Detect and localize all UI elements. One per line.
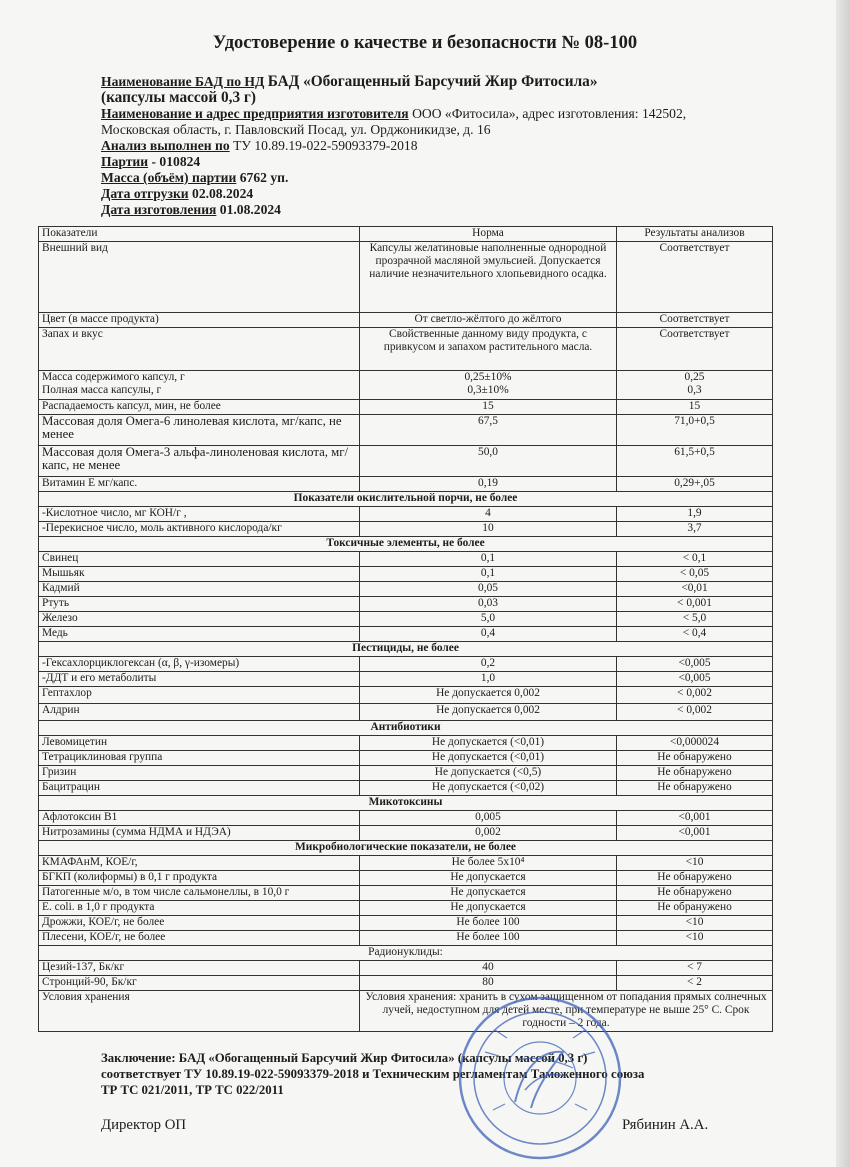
norm-cell: Капсулы желатиновые наполненные однородной прозрачной масляной эмульсией. Допускается наличие незначительного хлопьевидного осадка.	[360, 242, 617, 313]
table-row	[39, 811, 773, 826]
norm-cell: 0,03	[360, 597, 617, 612]
mass-label: Масса (объём) партии	[101, 170, 237, 185]
section-header: Антибиотики	[39, 721, 773, 736]
indicator-cell: Афлотоксин В1	[39, 811, 360, 826]
norm-cell: 5,0	[360, 612, 617, 627]
result-cell: <10	[617, 916, 773, 931]
analysis-line	[101, 138, 741, 154]
indicator-cell: Гризин	[39, 766, 360, 781]
batch-label: Партии	[101, 154, 149, 169]
indicator-cell: Бацитрацин	[39, 781, 360, 796]
table-row	[39, 871, 773, 886]
result-cell: <10	[617, 931, 773, 946]
made-date-label: Дата изготовления	[101, 202, 217, 217]
table-row	[39, 916, 773, 931]
norm-cell-mass	[360, 371, 617, 400]
table-row	[39, 313, 773, 328]
result-cell: < 0,05	[617, 567, 773, 582]
made-date-line	[101, 202, 741, 218]
indicator-cell: Железо	[39, 612, 360, 627]
table-row	[39, 415, 773, 446]
table-row	[39, 766, 773, 781]
analysis-label: Анализ выполнен по	[101, 138, 230, 153]
result-line-2: 0,3	[687, 384, 702, 396]
section-header-row	[39, 721, 773, 736]
product-name-line	[101, 74, 741, 90]
batch-value: - 010824	[151, 154, 201, 169]
section-header: Пестициды, не более	[39, 642, 773, 657]
result-cell: < 0,002	[617, 687, 773, 704]
result-cell-mass	[617, 371, 773, 400]
result-cell: Не обранужено	[617, 901, 773, 916]
conclusion-line3: ТР ТС 021/2011, ТР ТС 022/2011	[101, 1083, 284, 1097]
section-header-row	[39, 642, 773, 657]
table-row	[39, 597, 773, 612]
indicator-cell: Патогенные м/о, в том числе сальмонеллы, в 10,0 г	[39, 886, 360, 901]
result-cell: 15	[617, 400, 773, 415]
document-header	[101, 74, 741, 218]
maker-label: Наименование и адрес предприятия изготовителя	[101, 106, 409, 121]
norm-cell: Не допускается	[360, 901, 617, 916]
norm-cell: 0,4	[360, 627, 617, 642]
table-row	[39, 781, 773, 796]
header-indicator: Показатели	[39, 227, 360, 242]
section-header: Показатели окислительной порчи, не более	[39, 492, 773, 507]
indicator-cell: Левомицетин	[39, 736, 360, 751]
table-row	[39, 552, 773, 567]
conclusion	[101, 1050, 761, 1098]
table-row	[39, 582, 773, 597]
norm-cell: Не допускается	[360, 871, 617, 886]
result-cell: Соответствует	[617, 328, 773, 371]
norm-cell: Не более 100	[360, 931, 617, 946]
norm-cell: 40	[360, 961, 617, 976]
table-row	[39, 627, 773, 642]
norm-cell: Свойственные данному виду продукта, с привкусом и запахом растительного масла.	[360, 328, 617, 371]
norm-cell: Не допускается	[360, 886, 617, 901]
indicator-cell: Запах и вкус	[39, 328, 360, 371]
indicator-cell: Ртуть	[39, 597, 360, 612]
product-name-value2: (капсулы массой 0,3 г)	[101, 89, 256, 106]
table-row	[39, 507, 773, 522]
result-line-1: 0,25	[684, 371, 705, 383]
result-cell: Не обнаружено	[617, 781, 773, 796]
table-row	[39, 242, 773, 313]
result-cell: <0,005	[617, 672, 773, 687]
maker-value2: Московская область, г. Павловский Посад, ул. Орджоникидзе, д. 16	[101, 122, 491, 137]
header-result: Результаты анализов	[617, 227, 773, 242]
page-edge	[836, 0, 850, 1167]
indicator-cell: Стронций-90, Бк/кг	[39, 976, 360, 991]
norm-cell: Не допускается (<0,01)	[360, 751, 617, 766]
table-row	[39, 751, 773, 766]
indicator-cell: КМАФАнМ, КОЕ/г,	[39, 856, 360, 871]
norm-cell: 80	[360, 976, 617, 991]
signatory-name: Рябинин А.А.	[622, 1117, 709, 1133]
signatory-position: Директор ОП	[101, 1117, 187, 1133]
norm-cell: 0,1	[360, 552, 617, 567]
norm-cell: 0,1	[360, 567, 617, 582]
table-row	[39, 901, 773, 916]
table-row-mass	[39, 371, 773, 400]
norm-cell: 67,5	[360, 415, 617, 446]
mass-line	[101, 170, 741, 186]
indicator-line-1: Масса содержимого капсул, г	[42, 371, 185, 383]
table-row	[39, 736, 773, 751]
result-cell: 71,0+0,5	[617, 415, 773, 446]
result-cell: <0,001	[617, 826, 773, 841]
round-seal-stamp	[455, 990, 625, 1167]
norm-cell: Не допускается 0,002	[360, 687, 617, 704]
result-cell: <0,01	[617, 582, 773, 597]
table-row	[39, 931, 773, 946]
norm-cell: 0,2	[360, 657, 617, 672]
table-header-row	[39, 227, 773, 242]
norm-cell: 0,19	[360, 477, 617, 492]
section-header-row	[39, 492, 773, 507]
header-norm: Норма	[360, 227, 617, 242]
maker-value1: ООО «Фитосила», адрес изготовления: 142502,	[412, 106, 687, 121]
analysis-value: ТУ 10.89.19-022-59093379-2018	[233, 138, 418, 153]
result-cell: < 0,1	[617, 552, 773, 567]
section-header: Радионуклиды:	[39, 946, 773, 961]
indicator-cell: -Перекисное число, моль активного кислорода/кг	[39, 522, 360, 537]
result-cell: Не обнаружено	[617, 886, 773, 901]
ship-date-line	[101, 186, 741, 202]
table-row	[39, 328, 773, 371]
norm-cell: 0,005	[360, 811, 617, 826]
indicator-cell: -ДДТ и его метаболиты	[39, 672, 360, 687]
ship-date-value: 02.08.2024	[192, 186, 254, 201]
indicator-line-2: Полная масса капсулы, г	[42, 384, 162, 396]
table-row	[39, 961, 773, 976]
norm-cell: Не более 5х10⁴	[360, 856, 617, 871]
norm-cell: 4	[360, 507, 617, 522]
indicator-cell: Гептахлор	[39, 687, 360, 704]
quality-table-body	[39, 227, 773, 1032]
result-cell: 3,7	[617, 522, 773, 537]
table-row	[39, 612, 773, 627]
norm-cell: Не более 100	[360, 916, 617, 931]
result-cell: Соответствует	[617, 313, 773, 328]
indicator-cell: Внешний вид	[39, 242, 360, 313]
table-row	[39, 672, 773, 687]
indicator-cell: Нитрозамины (сумма НДМА и НДЭА)	[39, 826, 360, 841]
indicator-cell-storage: Условия хранения	[39, 991, 360, 1032]
result-cell: 0,29+,05	[617, 477, 773, 492]
norm-line-1: 0,25±10%	[464, 371, 512, 383]
table-row	[39, 477, 773, 492]
table-row	[39, 886, 773, 901]
section-header: Токсичные элементы, не более	[39, 537, 773, 552]
mass-value: 6762 уп.	[239, 170, 289, 185]
indicator-cell: Распадаемость капсул, мин, не более	[39, 400, 360, 415]
table-row	[39, 976, 773, 991]
result-cell: Не обнаружено	[617, 871, 773, 886]
section-header-row	[39, 946, 773, 961]
result-cell: < 2	[617, 976, 773, 991]
result-cell: 61,5+0,5	[617, 446, 773, 477]
quality-table	[38, 226, 773, 1032]
result-cell: < 5,0	[617, 612, 773, 627]
norm-cell: 10	[360, 522, 617, 537]
indicator-cell: Витамин Е мг/капс.	[39, 477, 360, 492]
table-row	[39, 657, 773, 672]
norm-cell: 0,002	[360, 826, 617, 841]
table-row	[39, 704, 773, 721]
section-header-row	[39, 537, 773, 552]
result-cell: 1,9	[617, 507, 773, 522]
indicator-cell: -Гексахлорциклогексан (α, β, γ-изомеры)	[39, 657, 360, 672]
norm-cell: 15	[360, 400, 617, 415]
result-cell: Не обнаружено	[617, 766, 773, 781]
table-row	[39, 522, 773, 537]
result-cell: < 0,002	[617, 704, 773, 721]
section-header-row	[39, 841, 773, 856]
conclusion-line1: Заключение: БАД «Обогащенный Барсучий Жир Фитосила» (капсулы массой 0,3 г)	[101, 1051, 588, 1065]
table-row	[39, 567, 773, 582]
section-header-row	[39, 796, 773, 811]
indicator-cell: -Кислотное число, мг КОН/г ,	[39, 507, 360, 522]
indicator-cell-mass	[39, 371, 360, 400]
result-cell: <10	[617, 856, 773, 871]
norm-cell: Не допускается 0,002	[360, 704, 617, 721]
made-date-value: 01.08.2024	[219, 202, 281, 217]
document-title: Удостоверение о качестве и безопасности № 08-100	[212, 33, 638, 53]
indicator-cell: Медь	[39, 627, 360, 642]
table-row	[39, 687, 773, 704]
batch-line	[101, 154, 741, 170]
section-header: Микотоксины	[39, 796, 773, 811]
indicator-cell: Массовая доля Омега-3 альфа-линоленовая кислота, мг/капс, не менее	[39, 446, 360, 477]
indicator-cell: Мышьяк	[39, 567, 360, 582]
indicator-cell: Дрожжи, КОЕ/г, не более	[39, 916, 360, 931]
indicator-cell: Массовая доля Омега-6 линолевая кислота, мг/капс, не менее	[39, 415, 360, 446]
result-cell: <0,001	[617, 811, 773, 826]
indicator-cell: Кадмий	[39, 582, 360, 597]
indicator-cell: E. coli. в 1,0 г продукта	[39, 901, 360, 916]
norm-cell: Не допускается (<0,01)	[360, 736, 617, 751]
section-header: Микробиологические показатели, не более	[39, 841, 773, 856]
storage-conditions: Условия хранения: хранить в сухом защищенном от попадания прямых солнечных лучей, недоступном для детей месте, при температуре не выше 25° С. Срок годности – 2 года.	[360, 991, 773, 1032]
result-cell: Не обнаружено	[617, 751, 773, 766]
table-row	[39, 446, 773, 477]
norm-cell: 0,05	[360, 582, 617, 597]
indicator-cell: Алдрин	[39, 704, 360, 721]
result-cell: < 0,001	[617, 597, 773, 612]
norm-cell: Не допускается (<0,5)	[360, 766, 617, 781]
product-name-value: БАД «Обогащенный Барсучий Жир Фитосила»	[267, 73, 598, 90]
indicator-cell: Цвет (в массе продукта)	[39, 313, 360, 328]
result-cell: <0,000024	[617, 736, 773, 751]
product-name-label: Наименование БАД по НД	[101, 74, 265, 89]
result-cell: <0,005	[617, 657, 773, 672]
norm-cell: Не допускается (<0,02)	[360, 781, 617, 796]
indicator-cell: Цезий-137, Бк/кг	[39, 961, 360, 976]
result-cell: Соответствует	[617, 242, 773, 313]
indicator-cell: Свинец	[39, 552, 360, 567]
table-row-storage	[39, 991, 773, 1032]
table-row	[39, 826, 773, 841]
ship-date-label: Дата отгрузки	[101, 186, 189, 201]
indicator-cell: Тетрациклиновая группа	[39, 751, 360, 766]
norm-cell: 50,0	[360, 446, 617, 477]
table-row	[39, 856, 773, 871]
conclusion-line2: соответствует ТУ 10.89.19-022-59093379-2018 и Техническим регламентам Таможенного союза	[101, 1067, 645, 1081]
table-row	[39, 400, 773, 415]
norm-line-2: 0,3±10%	[467, 384, 509, 396]
maker-line	[101, 106, 741, 122]
norm-cell: 1,0	[360, 672, 617, 687]
indicator-cell: Плесени, КОЕ/г, не более	[39, 931, 360, 946]
norm-cell: От светло-жёлтого до жёлтого	[360, 313, 617, 328]
result-cell: < 0,4	[617, 627, 773, 642]
indicator-cell: БГКП (колиформы) в 0,1 г продукта	[39, 871, 360, 886]
result-cell: < 7	[617, 961, 773, 976]
